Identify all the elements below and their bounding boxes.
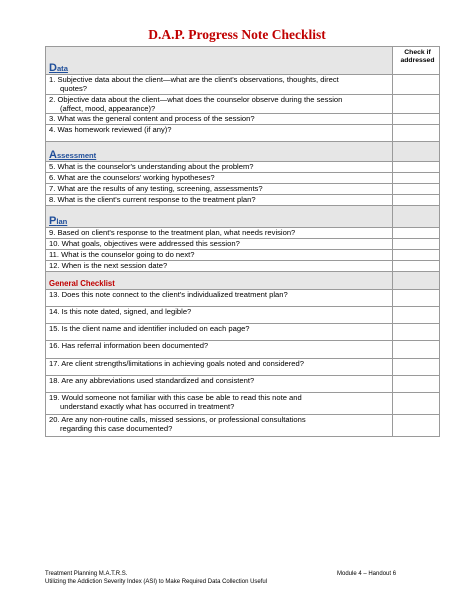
checklist-item-text: 10. What goals, objectives were addressed this session? xyxy=(49,239,240,248)
footer-module-label: Module 4 – Handout 6 xyxy=(337,571,397,577)
checklist-row xyxy=(46,415,440,437)
checklist-row xyxy=(46,75,440,95)
checklist-item-text: 1. Subjective data about the client—what are the client's observations, thoughts, direct quotes? xyxy=(49,75,339,93)
checklist-item-text: 15. Is the client name and identifier included on each page? xyxy=(49,324,250,333)
checklist-item-text: 18. Are any abbreviations used standardized and consistent? xyxy=(49,376,255,385)
check-cell[interactable] xyxy=(393,261,440,272)
check-cell[interactable] xyxy=(393,75,440,95)
checklist-item-text: 3. What was the general content and process of the session? xyxy=(49,114,255,123)
section-header-plan xyxy=(46,206,440,228)
checklist-item-text: 2. Objective data about the client—what does the counselor observe during the session (affect, mood, appearance)? xyxy=(49,95,343,113)
checklist-item-text: 5. What is the counselor's understanding about the problem? xyxy=(49,162,254,171)
checklist-row xyxy=(46,261,440,272)
checklist-row xyxy=(46,341,440,359)
check-cell[interactable] xyxy=(393,114,440,125)
section-heading-initial: P xyxy=(49,215,57,227)
checklist-row xyxy=(46,307,440,324)
section-heading-initial: A xyxy=(49,149,57,161)
checklist-row xyxy=(46,114,440,125)
section-heading-rest: ata xyxy=(56,64,68,73)
checklist-row xyxy=(46,324,440,341)
checklist-row xyxy=(46,393,440,415)
checklist-row xyxy=(46,95,440,114)
check-cell[interactable] xyxy=(393,393,440,415)
check-cell[interactable] xyxy=(393,125,440,142)
page-title: D.A.P. Progress Note Checklist xyxy=(148,27,326,42)
checklist-table xyxy=(45,46,440,437)
check-cell[interactable] xyxy=(393,341,440,359)
checklist-row xyxy=(46,125,440,142)
section-heading-rest: lan xyxy=(56,217,68,226)
check-cell[interactable] xyxy=(393,95,440,114)
section-header-general xyxy=(46,272,440,290)
checklist-item-text: 13. Does this note connect to the client's individualized treatment plan? xyxy=(49,290,288,299)
checklist-item-text: 19. Would someone not familiar with this case be able to read this note and understand exactly what has occurred in treatment? xyxy=(49,393,302,411)
section-heading-rest: ssessment xyxy=(56,151,97,160)
checklist-item-text: 20. Are any non-routine calls, missed sessions, or professional consultations regarding this case documented? xyxy=(49,415,306,433)
footer-subtitle: Utilizing the Addiction Severity Index (ASI) to Make Required Data Collection Useful xyxy=(45,578,268,585)
check-cell[interactable] xyxy=(393,290,440,307)
check-cell[interactable] xyxy=(393,162,440,173)
checklist-row xyxy=(46,359,440,376)
checklist-row xyxy=(46,162,440,173)
checklist-item-text: 17. Are client strengths/limitations in achieving goals noted and considered? xyxy=(49,359,304,368)
checklist-item-text: 8. What is the client's current response to the treatment plan? xyxy=(49,195,256,204)
footer-program-name: Treatment Planning M.A.T.R.S. xyxy=(45,571,128,577)
check-cell[interactable] xyxy=(393,376,440,393)
checklist-item-text: 12. When is the next session date? xyxy=(49,261,168,270)
check-cell[interactable] xyxy=(393,359,440,376)
check-cell[interactable] xyxy=(393,228,440,239)
checklist-row xyxy=(46,250,440,261)
section-heading-initial: D xyxy=(49,62,57,74)
checklist-item-text: 14. Is this note dated, signed, and legible? xyxy=(49,307,192,316)
checklist-row xyxy=(46,173,440,184)
checklist-row xyxy=(46,376,440,393)
checklist-row xyxy=(46,290,440,307)
checklist-row xyxy=(46,184,440,195)
check-cell[interactable] xyxy=(393,307,440,324)
checklist-item-text: 11. What is the counselor going to do next? xyxy=(49,250,195,259)
footer-left xyxy=(45,571,267,586)
checklist-row xyxy=(46,239,440,250)
section-heading: General Checklist xyxy=(49,279,115,288)
check-cell[interactable] xyxy=(393,239,440,250)
checklist-row xyxy=(46,195,440,206)
checklist-row xyxy=(46,228,440,239)
check-cell[interactable] xyxy=(393,324,440,341)
check-cell[interactable] xyxy=(393,184,440,195)
section-header-assessment xyxy=(46,142,440,162)
checklist-item-text: 4. Was homework reviewed (if any)? xyxy=(49,125,172,134)
checklist-item-text: 16. Has referral information been documented? xyxy=(49,341,209,350)
checklist-item-text: 7. What are the results of any testing, screening, assessments? xyxy=(49,184,263,193)
checklist-item-text: 9. Based on client's response to the treatment plan, what needs revision? xyxy=(49,228,296,237)
check-cell[interactable] xyxy=(393,195,440,206)
check-cell[interactable] xyxy=(393,173,440,184)
checklist-item-text: 6. What are the counselors' working hypotheses? xyxy=(49,173,215,182)
check-cell[interactable] xyxy=(393,250,440,261)
section-header-data xyxy=(46,47,440,75)
check-cell[interactable] xyxy=(393,415,440,437)
check-column-header: Check if addressed xyxy=(400,49,435,64)
